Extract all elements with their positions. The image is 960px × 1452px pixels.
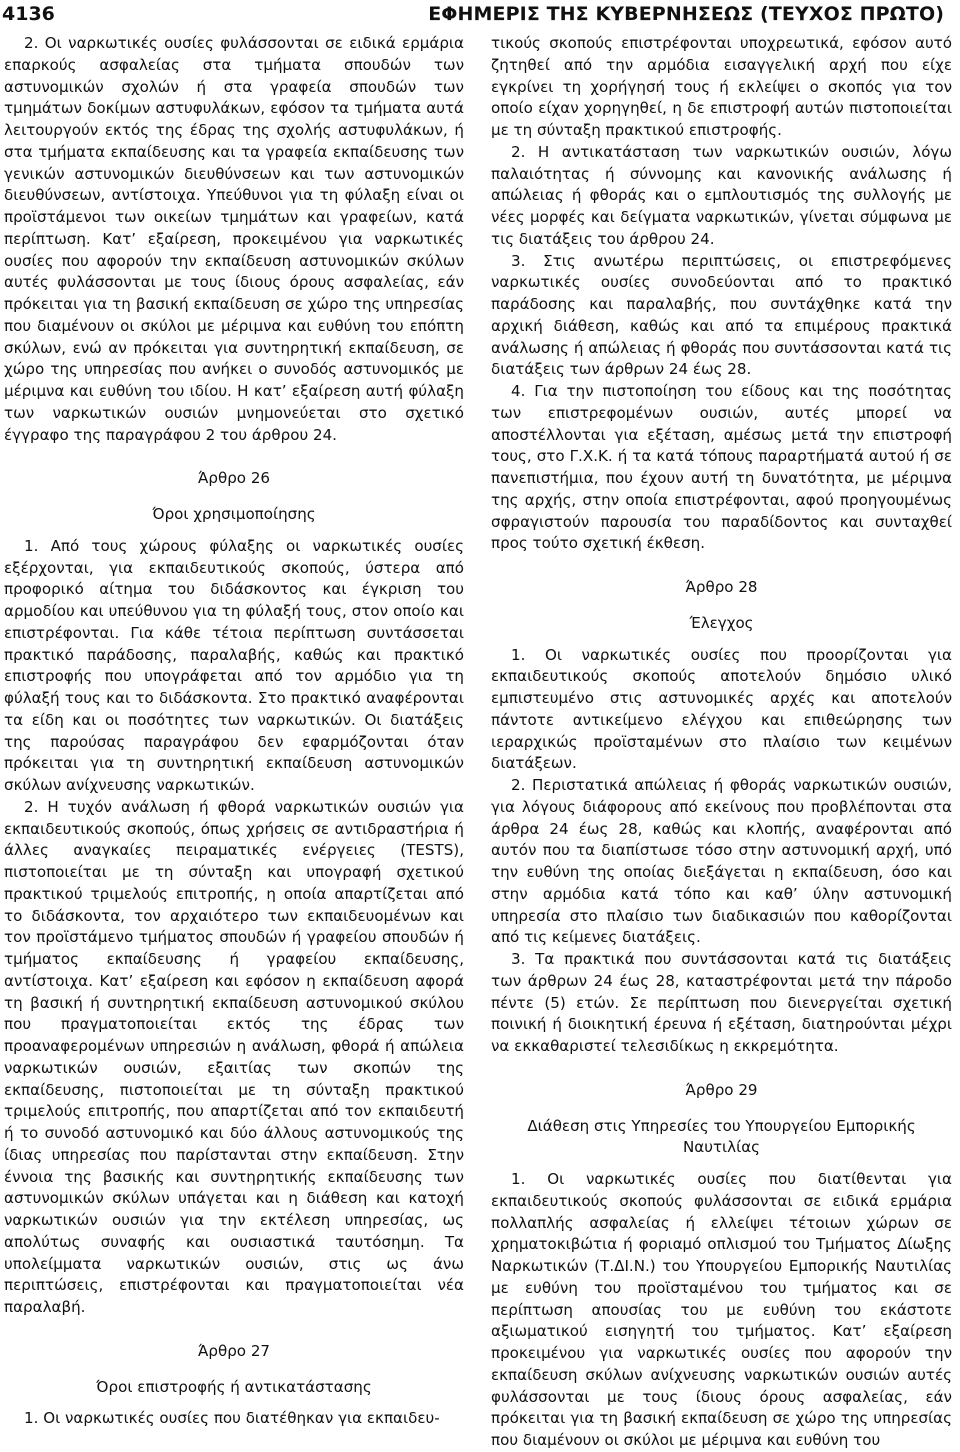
journal-title: ΕΦΗΜΕΡΙΣ ΤΗΣ ΚΥΒΕΡΝΗΣΕΩΣ (ΤΕΥΧΟΣ ΠΡΩΤΟ) [428,3,944,25]
paragraph: 2. Περιστατικά απώλειας ή φθοράς ναρκωτικών ουσιών, για λόγους διάφορους από εκείνους που προβλέπονται στα άρθρα 24 έως 28, καθώς και κλοπής, αναφέρονται από αυτόν που τα διαπίστωσε τόσο στην αστυνομική αρχή, υπό την ευθύνη της οποίας διεξάγεται η εκπαίδευση, όσο και στην αρμόδια κατά τόπο και καθ’ ύλην αστυνομική υπηρεσία στο πλαίσιο των διαδικασιών που καθορίζονται από τις κείμενες διατάξεις. [491,776,952,947]
paragraph: 3. Στις ανωτέρω περιπτώσεις, οι επιστρεφόμενες ναρκωτικές ουσίες συνοδεύονται από το πρακτικό παράδοσης και παραλαβής, που συντάχθηκε κατά την αρχική διάθεση, καθώς και από τα επιμέρους πρακτικά ανάλωσης ή απώλειας ή φθοράς που συντάσσονται κατά τις διατάξεις των άρθρων 24 έως 28. [491,251,952,379]
article-number: Άρθρο 29 [685,1080,758,1099]
article-number: Άρθρο 27 [197,1341,271,1360]
paragraph: 2. Η τυχόν ανάλωση ή φθορά ναρκωτικών ουσιών για εκπαιδευτικούς σκοπούς, όπως χρήσεις σε αντιδραστήρια ή άλλες αναγκαίες πειραματικές ενέργειες (TESTS), πιστοποιείται με τη σύνταξη και υπογραφή σχετικού πρακτικού τριμελούς επιτροπής, η οποία απαρτίζεται από το διδάσκοντα, τον αρχαιότερο των εκπαιδευομένων και τον προϊστάμενο τμήματος σπουδών ή γραφείου σπουδών ή τμήματος εκπαίδευσης ή γραφείου εκπαίδευσης, αντίστοιχα. Κατ’ εξαίρεση και εφόσον η εκπαίδευση αφορά τη βασική ή συντηρητική εκπαίδευση αστυνομικού σκύλου που πραγματοποιείται εκτός της έδρας των προαναφερομένων υπηρεσιών η ανάλωση, φθορά ή απώλεια ναρκωτικών ουσιών, εξαιτίας των σκοπών της εκπαίδευσης, πιστοποιείται με τη σύνταξη πρακτικού τριμελούς επιτροπής, που απαρτίζεται από τον εκπαιδευτή ή το συνοδό αστυνομικό και δύο άλλους αστυνομικούς της ίδιας υπηρεσίας που παρίστανται στην εκπαίδευση. Στην έννοια της βασικής και συντηρητικής εκπαίδευσης των αστυνομικών σκύλων υπάγεται και η διάθεση και κατοχή ναρκωτικών ουσιών για την εκτέλεση υπηρεσίας, ως απολύτως συναφής και ουσιαστικά ταυτόσημη. Τα υπολείμματα ναρκωτικών ουσιών, στις ως άνω περιπτώσεις, επιστρέφονται και πραγματοποιείται νέα παραλαβή. [4,797,464,1316]
page-header [0,0,960,36]
right-column [491,33,952,1452]
paragraph: 1. Οι ναρκωτικές ουσίες που διατίθενται για εκπαιδευτικούς σκοπούς φυλάσσονται σε ειδικά ερμάρια πολλαπλής ασφαλείας ή ελλείψει τέτοιων χώρων σε χρηματοκιβώτια ή φοριαμό οπλισμού του Τμήματος Δίωξης Ναρκωτικών (Τ.ΔΙ.Ν.) του Υπουργείου Εμπορικής Ναυτιλίας με ευθύνη του προϊσταμένου του τμήματος και σε περίπτωση απουσίας του με ευθύνη του εκάστοτε αξιωματικού εισηγητή του τμήματος. Κατ’ εξαίρεση προκειμένου για ναρκωτικές ουσίες που αφορούν την εκπαίδευση σκύλων ανίχνευσης ναρκωτικών ουσιών αυτές φυλάσσονται με τους ίδιους όρους ασφαλείας, εάν πρόκειται για τη βασική εκπαίδευση σε χώρο της υπηρεσίας που διαμένουν οι σκύλοι με μέριμνα και ευθύνη του [491,1170,952,1449]
paragraph: 2. Η αντικατάσταση των ναρκωτικών ουσιών, λόγω παλαιότητας ή σύννομης και κανονικής ανάλωσης ή απώλειας ή φθοράς και ο εμπλουτισμός της συλλογής με νέες μορφές και δείγματα ναρκωτικών, γίνεται σύμφωνα με τις διατάξεις του άρθρου 24. [491,142,952,248]
left-column [4,33,464,1430]
article-title: Διάθεση στις Υπηρεσίες του Υπουργείου Εμπορικής Ναυτιλίας [527,1116,916,1157]
article-number: Άρθρο 28 [685,578,758,596]
paragraph: 1. Οι ναρκωτικές ουσίες που προορίζονται για εκπαιδευτικούς σκοπούς αποτελούν δημόσιο υλικό εμπιστευμένο στις αστυνομικές αρχές και αποτελούν πάντοτε αντικείμενο ελέγχου και επιθεώρησης των ιεραρχικώς προϊσταμένων στο πλαίσιο των κειμένων διατάξεων. [491,645,952,773]
paragraph: 3. Τα πρακτικά που συντάσσονται κατά τις διατάξεις των άρθρων 24 έως 28, καταστρέφονται μετά την πάροδο πέντε (5) ετών. Σε περίπτωση που διενεργείται σχετική ποινική ή διοικητική έρευνα ή εξέταση, διατηρούνται μέχρι να εκκαθαριστεί τελεσιδίκως η εκκρεμότητα. [491,950,952,1055]
page-number: 4136 [2,3,55,25]
article-title: Όροι επιστροφής ή αντικατάστασης [96,1377,372,1396]
article-title: Όροι χρησιμοποίησης [152,505,316,523]
paragraph: 2. Οι ναρκωτικές ουσίες φυλάσσονται σε ειδικά ερμάρια επαρκούς ασφαλείας στα τμήματα σπουδών των αστυνομικών σχολών ή στα γραφεία σπουδών των τμημάτων δοκίμων αστυφυλάκων, εφόσον τα τμήματα αυτά λειτουργούν εκτός της έδρας της σχολής αστυφυλάκων, ή στα τμήματα εκπαίδευσης και τα γραφεία εκπαίδευσης των γενικών αστυνομικών διευθύνσεων και των αστυνομικών διευθύνσεων, αντίστοιχα. Υπεύθυνοι για τη φύλαξη είναι οι προϊστάμενοι των οικείων τμημάτων και γραφείων, κατά περίπτωση. Κατ’ εξαίρεση, προκειμένου για ναρκωτικές ουσίες που αφορούν την εκπαίδευση αστυνομικών σκύλων αυτές φυλάσσονται με τους ίδιους όρους ασφαλείας, εάν πρόκειται για τη βασική εκπαίδευση σε χώρο της υπηρεσίας που διαμένουν οι σκύλοι με μέριμνα και ευθύνη του επόπτη σκύλων, ενώ αν πρόκειται για συντηρητική εκπαίδευση, σε χώρο της υπηρεσίας που ανήκει ο συνοδός αστυνομικός με μέριμνα και ευθύνη του ιδίου. Η κατ’ εξαίρεση αυτή φύλαξη των ναρκωτικών ουσιών μνημονεύεται στο σχετικό έγγραφο της παραγράφου 2 του άρθρου 24. [4,34,464,444]
article-title: Έλεγχος [689,613,754,632]
paragraph: 1. Οι ναρκωτικές ουσίες που διατέθηκαν για εκπαιδευ- [24,1409,440,1428]
article-number: Άρθρο 26 [197,469,271,488]
paragraph: 4. Για την πιστοποίηση του είδους και της ποσότητας των επιστρεφομένων ουσιών, αυτές μπορεί να αποστέλλονται για εξέταση, αμέσως μετά την επιστροφή τους, στο Γ.Χ.Κ. ή τα κατά τόπους παραρτήματά αυτού ή σε πανεπιστήμια, που έχουν αυτή τη δυνατότητα, με μέριμνα της αρχής, στην οποία επιστρέφονται, αφού προηγουμένως σφραγιστούν παρουσία του παραδίδοντος και συνταχθεί προς τούτο σχετική έκθεση. [491,382,952,553]
paragraph: τικούς σκοπούς επιστρέφονται υποχρεωτικά, εφόσον αυτό ζητηθεί από την αρμόδια εισαγγελική αρχή που είχε εγκρίνει τη χορήγησή τους ή εκλείψει ο σκοπός για τον οποίο είχαν χορηγηθεί, η δε επιστροφή αυτών πιστοποιείται με τη σύνταξη πρακτικού επιστροφής. [491,34,952,139]
paragraph: 1. Από τους χώρους φύλαξης οι ναρκωτικές ουσίες εξέρχονται, για εκπαιδευτικούς σκοπούς, ύστερα από προφορικό αίτημα του διδάσκοντος και έγκριση του αρμοδίου και υπεύθυνου για τη φύλαξή τους, στον οποίο και επιστρέφονται. Για κάθε τέτοια περίπτωση συντάσσεται πρακτικό παράδοσης, παραλαβής, καθώς και πρακτικό επιστροφής που υπογράφεται από τον αρμόδιο για τη φύλαξή τους και το διδάσκοντα. Στο πρακτικό αναφέρονται τα είδη και οι ποσότητες των ναρκωτικών. Οι διατάξεις της παρούσας παραγράφου δεν εφαρμόζονται όταν πρόκειται για τη συντηρητική εκπαίδευση αστυνομικών σκύλων ανίχνευσης ναρκωτικών. [4,536,464,794]
